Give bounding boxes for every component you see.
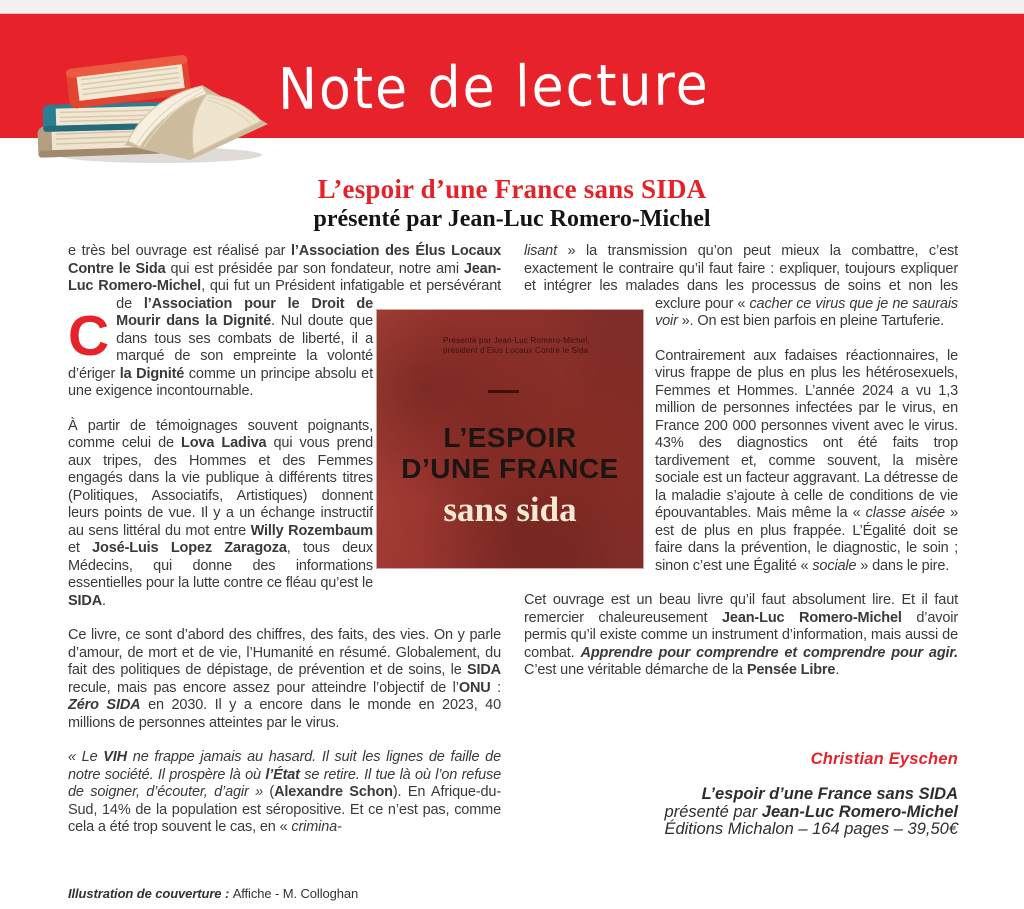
article-title: L’espoir d’une France sans SIDA (317, 174, 707, 204)
book-cover-title (377, 422, 643, 484)
article-subtitle: présenté par Jean-Luc Romero-Michel (313, 206, 711, 232)
book-details-publisher: Éditions Michalon – 164 pages – 39,50€ (664, 820, 958, 839)
book-cover-subtitle: sans sida (443, 490, 577, 529)
section-banner-title: Note de lecture (277, 52, 711, 124)
book-cover-title-line1: L’ESPOIR (443, 422, 577, 453)
body-paragraph: Cet ouvrage est un beau livre qu’il faut absolument lire. Et il faut remercier chaleureusement Jean-Luc Romero-Michel d’avoir permis qu’il existe comme un instrument d’information, mais aussi de combat. Apprendre pour comprendre et comprendre pour agir. C’est une véritable démarche de la Pensée Libre. (524, 592, 959, 678)
body-paragraph: Ce livre, ce sont d’abord des chiffres, des faits, des vies. On y parle d’amour, de mort et de vie, l’Humanité en résumé. Globalement, du fait des politiques de dépistage, de prévention et de soins, le SIDA recule, mais pas encore assez pour atteindre l’objectif de l’ONU : Zéro SIDA en 2030. Il y a encore dans le monde en 2023, 40 millions de personnes atteintes par le virus. (68, 627, 501, 731)
book-details-title: L’espoir d’une France sans SIDA (701, 785, 958, 803)
book-cover-title-line2: D’UNE FRANCE (401, 453, 619, 484)
book-cover-image (377, 310, 643, 568)
dropcap-letter: C (68, 304, 110, 368)
book-cover-dash (488, 390, 519, 393)
body-paragraph: « Le VIH ne frappe jamais au hasard. Il suit les lignes de faille de notre société. Il prospère là où l’État se retire. Il tue là où l’on refuse de soigner, d’écouter, d’agir » (Alexandre Schon). En Afrique-du-Sud, 14% de la population est séropositive. Et ce n’est pas, comme cela a été trop souvent le cas, en « crimina- (68, 749, 502, 835)
book-cover-credit (443, 336, 593, 356)
cover-illustration-credit: Illustration de couverture : Affiche - M. Colloghan (68, 886, 359, 901)
book-cover-credit-line1: Présenté par Jean-Luc Romero-Michel, (443, 336, 590, 345)
book-cover-credit-line2: président d’Élus Locaux Contre le Sida (443, 346, 589, 355)
body-paragraph: lisant » la transmission qu’on peut mieux la combattre, c’est exactement le contraire qu’il faut faire : expliquer, toujours expliquer et intégrer les malades dans les processus de soins et non les exclure pour « cacher ce virus que je ne saurais voir ». On est bien parfois en pleine Tartuferie. (524, 243, 958, 329)
book-details-block (664, 786, 958, 839)
reviewer-signature: Christian Eyschen (810, 750, 958, 768)
body-paragraph: À partir de témoignages souvent poignants, comme celui de Lova Ladiva qui vous prend aux tripes, des Hommes et des Femmes engagés dans la vie publique à différents titres (Politiques, Associatifs, Artistiques) donnent leurs points de vue. Il y a un échange instructif au sens littéral du mot entre Willy Rozembaum et José-Luis Lopez Zaragoza, tous deux Médecins, qui donne des informations essentielles pour la lutte contre ce fléau qu’est le SIDA. (68, 417, 373, 609)
stacked-books-icon (32, 48, 276, 166)
paragraph-text: e très bel ouvrage est réalisé par l’Association des Élus Locaux Contre le Sida qui est présidée par son fondateur, notre ami Jean-Luc Romero-Michel, qui fut un Président infatigable et persévérant de l’Association pour le Droit de Mourir dans la Dignité. Nul doute que dans tous ses combats de liberté, il a marqué de son empreinte la volonté d’ériger la Dignité comme un principe absolu et une exigence incontournable. (68, 243, 501, 399)
wrap-spacer (501, 243, 502, 310)
body-paragraph: Contrairement aux fadaises réactionnaires, le virus frappe de plus en plus les hétérosexuels, Femmes et Hommes. L’année 2024 a vu 1,3 million de personnes infectées par le virus, en France 200 000 personnes vivent avec le virus. 43% des diagnostics ont été faits trop tardivement et, comme souvent, la misère sociale est un facteur aggravant. La détresse de la maladie s’ajoute à celle de conditions de vie épouvantables. Mais même la « classe aisée » est de plus en plus frappée. L’Égalité doit se faire dans la prévention, le diagnostic, le soin ; sinon c’est une Égalité « sociale » dans le pire. (655, 347, 959, 574)
page-top-margin (0, 0, 1024, 14)
book-details-author: présenté par Jean-Luc Romero-Michel (664, 802, 958, 821)
